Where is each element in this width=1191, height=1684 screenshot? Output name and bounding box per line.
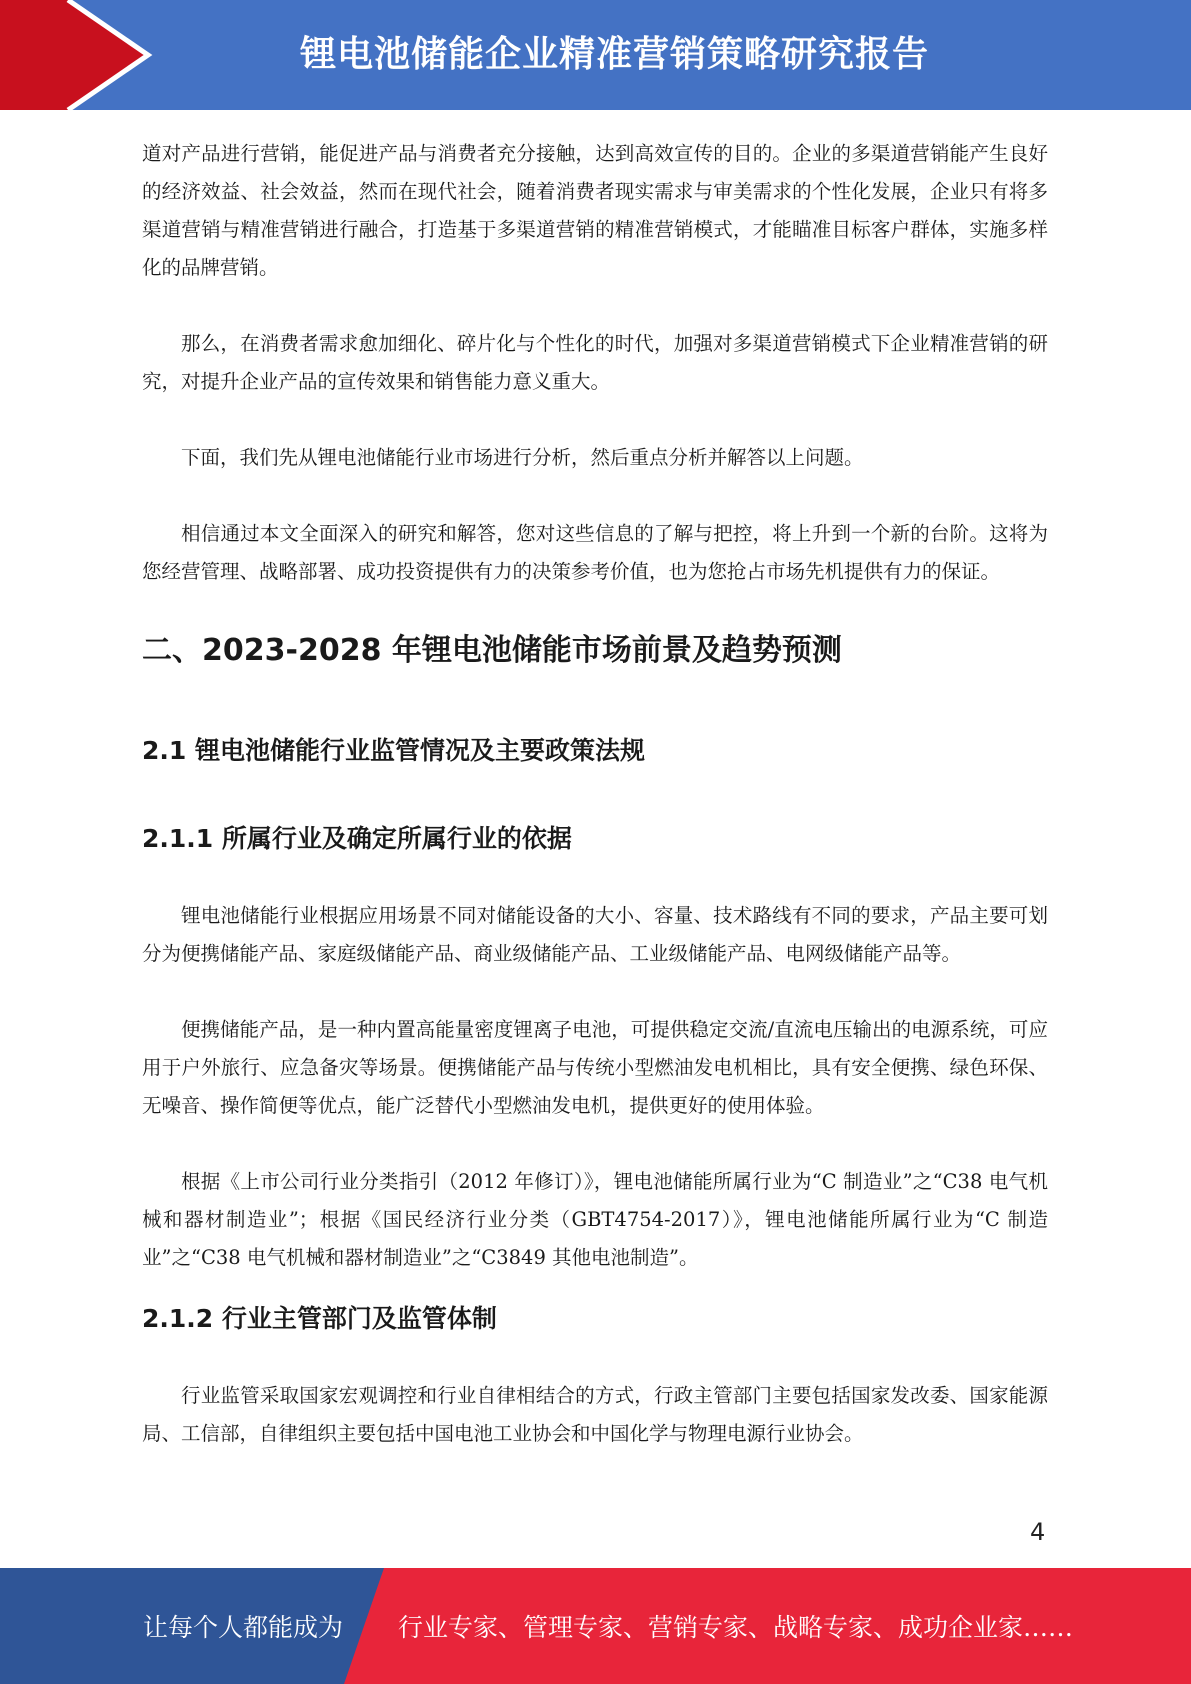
paragraph-4: 相信通过本文全面深入的研究和解答，您对这些信息的了解与把控，将上升到一个新的台阶。这将为您经营管理、战略部署、成功投资提供有力的决策参考价值，也为您抢占市场先机提供有力的保证。 [142,522,1048,583]
section-heading-2-1-1: 2.1.1 所属行业及确定所属行业的依据 [142,824,572,853]
section-heading-2-1-2: 2.1.2 行业主管部门及监管体制 [142,1304,497,1333]
paragraph-2: 那么，在消费者需求愈加细化、碎片化与个性化的时代，加强对多渠道营销模式下企业精准营销的研究，对提升企业产品的宣传效果和销售能力意义重大。 [142,332,1048,393]
paragraph-7: 根据《上市公司行业分类指引（2012 年修订）》，锂电池储能所属行业为“C 制造业”之“C38 电气机械和器材制造业”；根据《国民经济行业分类（GBT4754-2017）》，锂电池储能所属行业为“C 制造业”之“C38 电气机械和器材制造业”之“C3849 其他电池制造”。 [142,1170,1048,1269]
report-title: 锂电池储能企业精准营销策略研究报告 [300,34,930,75]
paragraph-5: 锂电池储能行业根据应用场景不同对储能设备的大小、容量、技术路线有不同的要求，产品主要可划分为便携储能产品、家庭级储能产品、商业级储能产品、工业级储能产品、电网级储能产品等。 [142,904,1048,965]
paragraph-6: 便携储能产品，是一种内置高能量密度锂离子电池，可提供稳定交流/直流电压输出的电源系统，可应用于户外旅行、应急备灾等场景。便携储能产品与传统小型燃油发电机相比，具有安全便携、绿色环保、无噪音、操作简便等优点，能广泛替代小型燃油发电机，提供更好的使用体验。 [142,1018,1048,1117]
footer-banner [0,1568,1191,1684]
section-heading-2: 二、2023-2028 年锂电池储能市场前景及趋势预测 [142,633,842,668]
paragraph-8: 行业监管采取国家宏观调控和行业自律相结合的方式，行政主管部门主要包括国家发改委、国家能源局、工信部，自律组织主要包括中国电池工业协会和中国化学与物理电源行业协会。 [142,1384,1048,1445]
section-heading-2-1: 2.1 锂电池储能行业监管情况及主要政策法规 [142,736,645,765]
paragraph-1: 道对产品进行营销，能促进产品与消费者充分接触，达到高效宣传的目的。企业的多渠道营销能产生良好的经济效益、社会效益，然而在现代社会，随着消费者现实需求与审美需求的个性化发展，企业只有将多渠道营销与精准营销进行融合，打造基于多渠道营销的精准营销模式，才能瞄准目标客户群体，实施多样化的品牌营销。 [142,142,1048,279]
page-content [142,135,1048,1453]
paragraph-3: 下面，我们先从锂电池储能行业市场进行分析，然后重点分析并解答以上问题。 [181,446,864,469]
page-number: 4 [1030,1518,1046,1546]
footer-slogan-right: 行业专家、管理专家、营销专家、战略专家、成功企业家…… [398,1613,1074,1642]
footer-slogan-left: 让每个人都能成为 [143,1613,344,1642]
header-banner [0,0,1191,110]
